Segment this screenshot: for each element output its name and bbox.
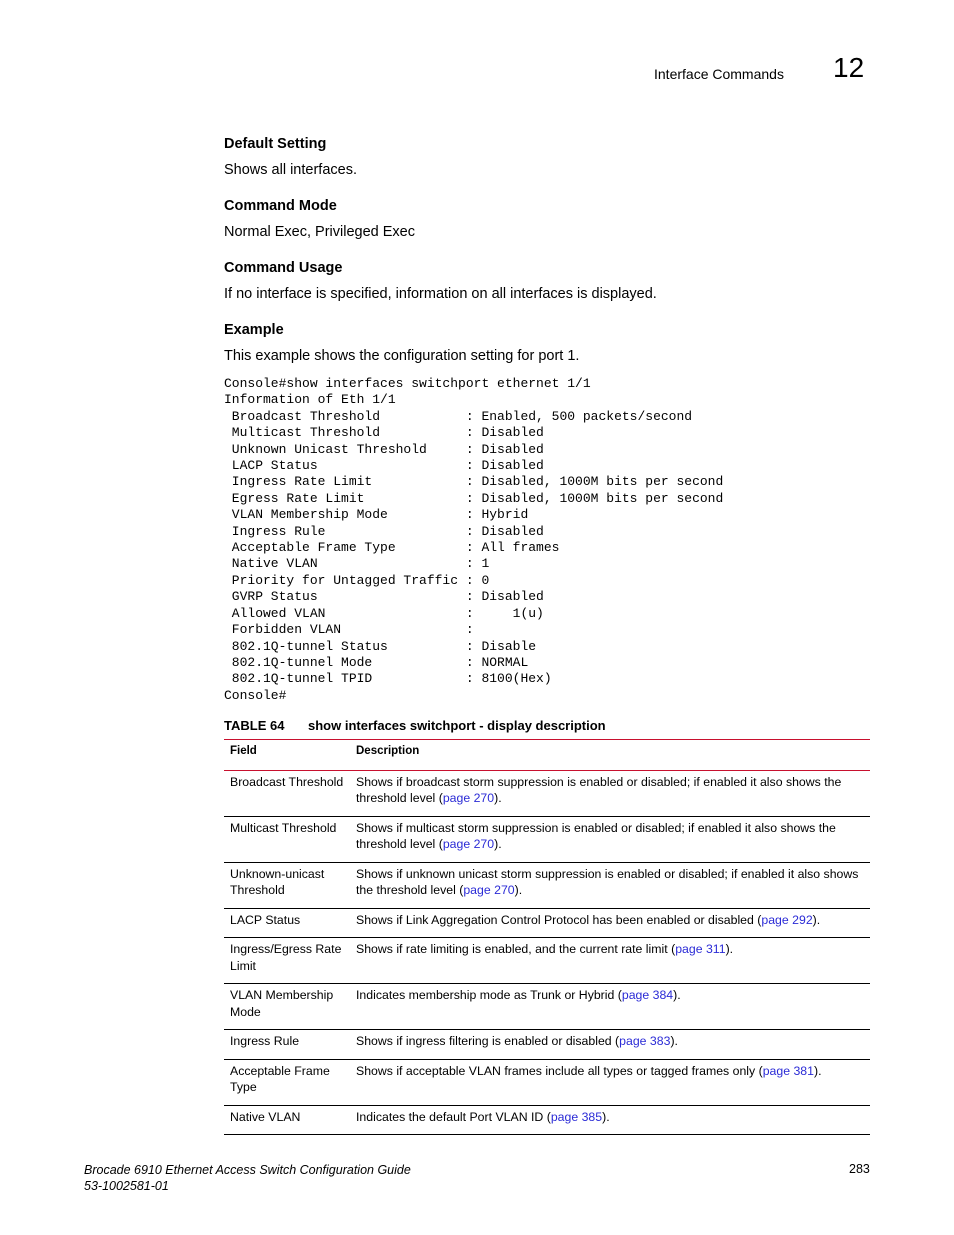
page-reference-link[interactable]: page 311 (675, 942, 726, 957)
table-caption (224, 718, 870, 733)
field-cell: Ingress/Egress Rate Limit (224, 938, 350, 984)
command-usage-text: If no interface is specified, information on all interfaces is displayed. (224, 286, 657, 302)
description-cell (350, 984, 870, 1030)
page-reference-link[interactable]: page 383 (619, 1034, 671, 1049)
description-tail: ). (673, 988, 681, 1003)
table-row (224, 1105, 870, 1135)
header-description: Description (350, 740, 870, 771)
description-text: Shows if multicast storm suppression is enabled or disabled; if enabled it also shows the threshold level ( (356, 820, 836, 852)
field-cell: Native VLAN (224, 1105, 350, 1135)
header-field: Field (224, 740, 350, 771)
page-reference-link[interactable]: page 270 (442, 837, 495, 852)
example-text: This example shows the configuration setting for port 1. (224, 348, 580, 364)
description-cell (350, 938, 870, 984)
running-header-title: Interface Commands (654, 66, 784, 82)
page-content (224, 135, 870, 1135)
description-tail: ). (514, 883, 523, 898)
command-usage-heading: Command Usage (224, 260, 343, 276)
description-cell (350, 1030, 870, 1060)
description-tail: ). (813, 1063, 822, 1078)
field-cell: LACP Status (224, 908, 350, 938)
command-mode-text: Normal Exec, Privileged Exec (224, 224, 415, 240)
description-tail: ). (602, 1109, 610, 1124)
field-cell: Multicast Threshold (224, 816, 350, 862)
page-reference-link[interactable]: page 381 (762, 1063, 814, 1078)
footer-doc-number: 53-1002581-01 (84, 1179, 169, 1193)
field-cell: Broadcast Threshold (224, 770, 350, 816)
page-reference-link[interactable]: page 270 (442, 791, 495, 806)
example-heading: Example (224, 322, 284, 338)
description-text: Shows if acceptable VLAN frames include all types or tagged frames only ( (356, 1063, 763, 1078)
table-row (224, 938, 870, 984)
description-tail: ). (494, 837, 502, 852)
field-cell: VLAN Membership Mode (224, 984, 350, 1030)
description-text: Shows if Link Aggregation Control Protocol has been enabled or disabled ( (356, 912, 762, 927)
description-text: Indicates membership mode as Trunk or Hybrid ( (356, 988, 622, 1003)
description-cell (350, 770, 870, 816)
description-tail: ). (812, 912, 821, 927)
table-row (224, 984, 870, 1030)
description-tail: ). (725, 942, 734, 957)
default-setting-heading: Default Setting (224, 136, 327, 152)
table-label: TABLE 64 (224, 718, 285, 734)
table-title: show interfaces switchport - display description (308, 718, 606, 734)
description-text: Shows if unknown unicast storm suppression is enabled or disabled; if enabled it also shows the threshold level ( (356, 866, 859, 898)
field-cell: Unknown-unicast Threshold (224, 862, 350, 908)
field-cell: Ingress Rule (224, 1030, 350, 1060)
table-row (224, 862, 870, 908)
description-cell (350, 862, 870, 908)
code-example: Console#show interfaces switchport ethernet 1/1 Information of Eth 1/1 Broadcast Threshold : Enabled, 500 packets/second Multicast Threshold : Disabled Unknown Unicast Threshold : Disabled LACP Status : Disabled Ingress Rate Limit : Disabled, 1000M bits per second Egress Rate Limit : Disabled, 1000M bits per second VLAN Membership Mode : Hybrid Ingress Rule : Disabled Acceptable Frame Type : All frames Native VLAN : 1 Priority for Untagged Traffic : 0 GVRP Status : Disabled Allowed VLAN : 1(u) Forbidden VLAN : 802.1Q-tunnel Status : Disable 802.1Q-tunnel Mode : NORMAL 802.1Q-tunnel TPID : 8100(Hex) Console# (224, 376, 724, 703)
table-row (224, 1059, 870, 1105)
description-tail: ). (494, 791, 502, 806)
table-header-row (224, 740, 870, 771)
chapter-number: 12 (833, 52, 865, 83)
description-text: Shows if rate limiting is enabled, and the current rate limit ( (356, 942, 676, 957)
description-table (224, 739, 870, 1135)
page-reference-link[interactable]: page 292 (761, 912, 813, 927)
command-mode-heading: Command Mode (224, 198, 337, 214)
description-cell (350, 1105, 870, 1135)
description-text: Indicates the default Port VLAN ID ( (356, 1109, 551, 1124)
field-cell: Acceptable Frame Type (224, 1059, 350, 1105)
table-row (224, 1030, 870, 1060)
page-reference-link[interactable]: page 384 (621, 988, 674, 1003)
table-row (224, 770, 870, 816)
default-setting-text: Shows all interfaces. (224, 162, 357, 178)
description-text: Shows if ingress filtering is enabled or disabled ( (356, 1034, 620, 1049)
page-reference-link[interactable]: page 270 (463, 883, 515, 898)
description-cell (350, 908, 870, 938)
footer-doc-info (84, 1162, 411, 1194)
description-tail: ). (670, 1034, 678, 1049)
table-row (224, 816, 870, 862)
footer-doc-title: Brocade 6910 Ethernet Access Switch Configuration Guide (84, 1163, 411, 1177)
table-row (224, 908, 870, 938)
description-cell (350, 1059, 870, 1105)
description-text: Shows if broadcast storm suppression is enabled or disabled; if enabled it also shows the threshold level ( (356, 774, 842, 806)
page-reference-link[interactable]: page 385 (550, 1109, 603, 1124)
description-cell (350, 816, 870, 862)
page-number: 283 (849, 1162, 870, 1176)
